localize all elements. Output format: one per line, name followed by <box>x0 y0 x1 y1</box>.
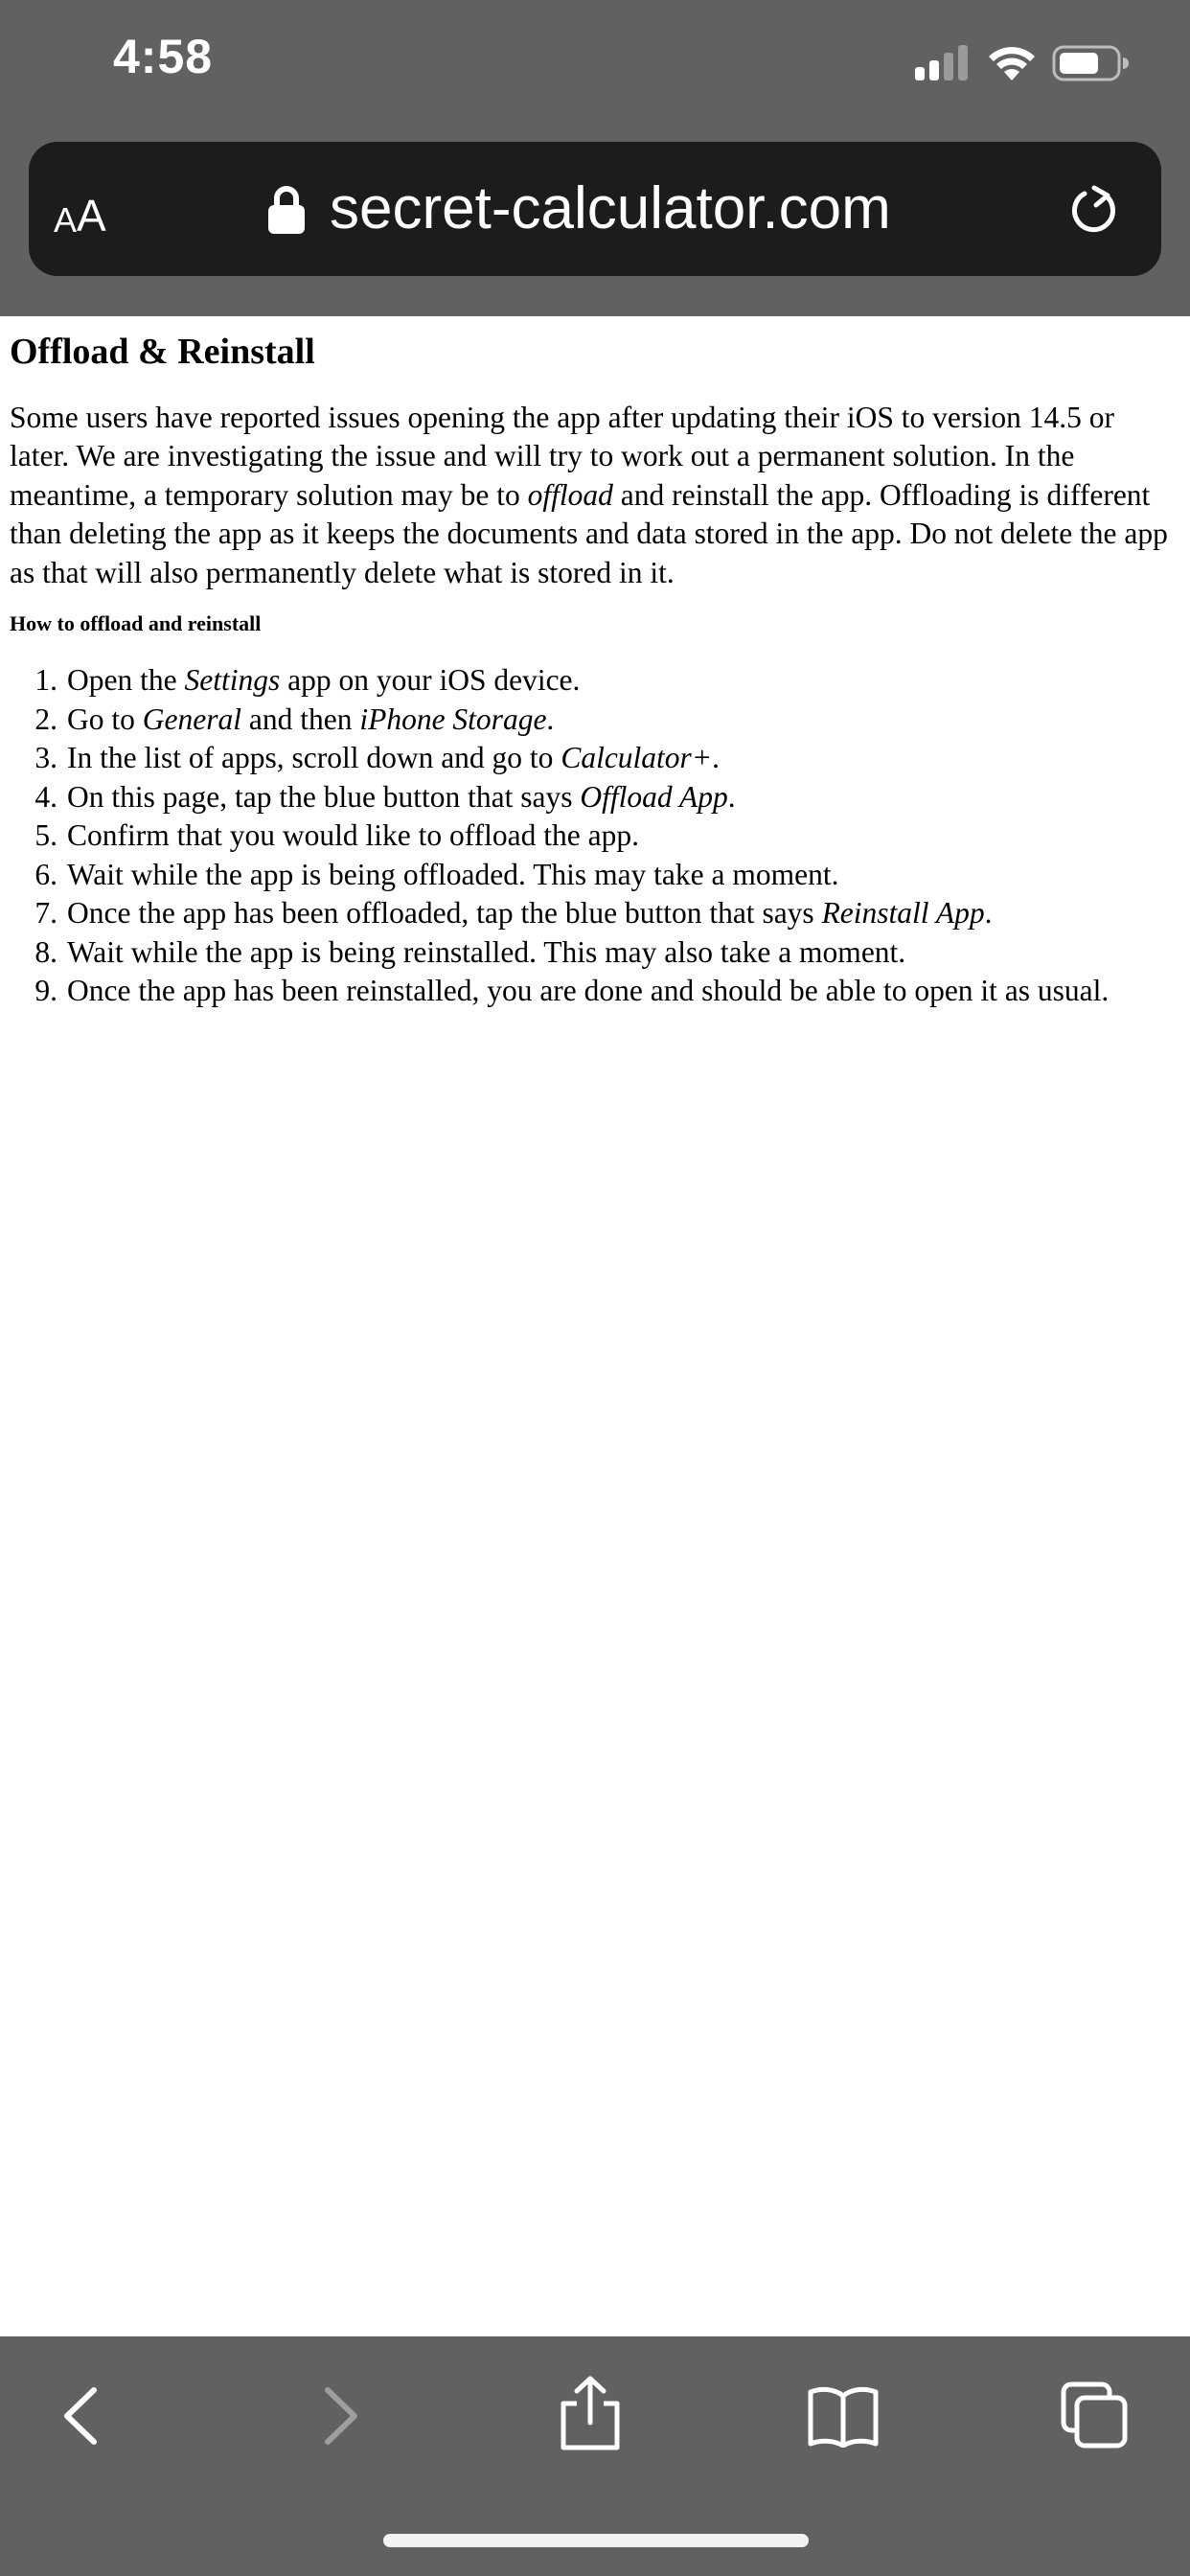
text-run: and then <box>240 702 360 736</box>
step-item <box>10 933 1180 973</box>
emphasis-text: Offload App <box>580 779 728 814</box>
text-run: . <box>727 779 736 814</box>
step-text <box>67 778 736 817</box>
back-icon[interactable] <box>57 2384 105 2448</box>
step-number: 4. <box>34 779 57 814</box>
text-run: Some users have reported issues opening the app after updating their iOS to version 14.5 or later. We are investigating the issue and will try to work out a permanent solution. In the meantime, a temporary solution may be to <box>10 400 1114 512</box>
step-number: 8. <box>34 934 57 969</box>
text-run: Confirm that you would like to offload the app. <box>67 818 639 853</box>
step-number: 1. <box>34 663 57 698</box>
emphasis-text: offload <box>527 477 613 512</box>
bookmarks-icon[interactable] <box>807 2384 880 2448</box>
url-field[interactable] <box>268 169 891 249</box>
emphasis-text: iPhone Storage <box>359 702 547 736</box>
step-item <box>10 661 1180 701</box>
wifi-icon <box>987 42 1037 82</box>
step-text <box>67 816 639 856</box>
step-text <box>67 933 905 973</box>
steps-list <box>10 661 1180 1011</box>
cellular-signal-icon <box>915 44 971 82</box>
text-run: and reinstall the app. Offloading is different than deleting the app as it keeps the documents and data stored in the app. Do not delete the app as that will also permanently delete what is stored in it. <box>10 477 1168 589</box>
step-item <box>10 739 1180 778</box>
step-number: 9. <box>34 974 57 1008</box>
tabs-icon[interactable] <box>1060 2380 1129 2450</box>
text-run: . <box>712 741 720 775</box>
emphasis-text: Calculator+ <box>561 741 713 775</box>
emphasis-text: Reinstall App <box>821 896 985 931</box>
text-size-big-a: A <box>77 191 106 241</box>
page-content <box>10 316 1180 1011</box>
forward-icon[interactable] <box>316 2384 364 2448</box>
reload-icon[interactable] <box>1069 184 1121 236</box>
share-icon[interactable] <box>558 2375 623 2451</box>
text-run: On this page, tap the blue button that says <box>67 779 581 814</box>
section-heading: How to offload and reinstall <box>10 611 262 635</box>
step-item <box>10 856 1180 895</box>
step-number: 5. <box>34 818 57 853</box>
step-number: 7. <box>34 896 57 931</box>
step-number: 3. <box>34 741 57 775</box>
step-item <box>10 972 1180 1011</box>
intro-paragraph <box>10 399 1180 593</box>
step-text <box>67 739 720 778</box>
home-indicator <box>383 2534 809 2547</box>
step-number: 2. <box>34 702 57 736</box>
step-number: 6. <box>34 857 57 891</box>
text-run: Go to <box>67 702 143 736</box>
address-bar[interactable] <box>29 142 1161 276</box>
battery-icon <box>1052 45 1129 81</box>
text-run: Once the app has been reinstalled, you are done and should be able to open it as usual. <box>67 974 1110 1008</box>
url-text: secret-calculator.com <box>330 175 891 242</box>
text-run: Wait while the app is being reinstalled. This may also take a moment. <box>67 934 906 969</box>
emphasis-text: General <box>142 702 241 736</box>
text-run: In the list of apps, scroll down and go to <box>67 741 561 775</box>
step-text <box>67 972 1109 1011</box>
text-run: Open the <box>67 663 185 698</box>
text-run: Wait while the app is being offloaded. This may take a moment. <box>67 857 839 891</box>
status-time: 4:58 <box>113 30 214 83</box>
text-run: Once the app has been offloaded, tap the blue button that says <box>67 896 822 931</box>
step-text <box>67 856 838 895</box>
text-run: . <box>984 896 993 931</box>
step-item <box>10 778 1180 817</box>
step-text <box>67 701 554 740</box>
top-chrome <box>0 0 1190 316</box>
step-item <box>10 701 1180 740</box>
step-item <box>10 816 1180 856</box>
step-text <box>67 894 992 933</box>
lock-icon <box>268 184 305 234</box>
text-run: app on your iOS device. <box>280 663 581 698</box>
page-title: Offload & Reinstall <box>10 332 315 372</box>
text-size-button[interactable] <box>54 180 159 241</box>
text-run: . <box>546 702 555 736</box>
step-text <box>67 661 580 701</box>
emphasis-text: Settings <box>184 663 281 698</box>
step-item <box>10 894 1180 933</box>
text-size-small-a: A <box>54 200 78 240</box>
